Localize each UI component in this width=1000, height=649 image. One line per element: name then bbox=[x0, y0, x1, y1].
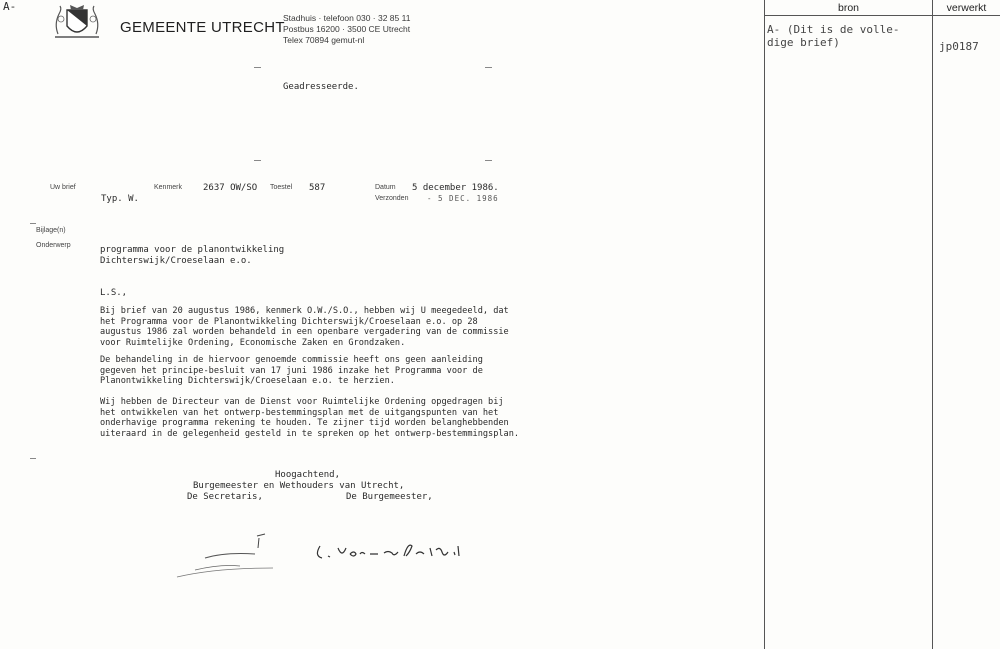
corner-mark: A- bbox=[3, 0, 17, 13]
verwerkt-value: jp0187 bbox=[939, 40, 979, 53]
secretary-title: De Secretaris, bbox=[187, 492, 263, 502]
toestel-label: Toestel bbox=[270, 184, 293, 191]
datum-value: 5 december 1986. bbox=[412, 183, 499, 193]
toestel-value: 587 bbox=[309, 183, 326, 193]
window-mark bbox=[485, 160, 492, 161]
closing-greeting: Hoogachtend, bbox=[275, 470, 341, 480]
body-paragraph: Bij brief van 20 augustus 1986, kenmerk O.W./S.O., hebben wij U meegedeeld, dat het Programma voor de Planontwikkeling Dichterswijk/Croeselaan e.o. op 28 augustus 1986 zal worden behandeld in een openbare vergadering van de commissie voor Ruimtelijke Ordening, Economische Zaken en Grondzaken. bbox=[100, 306, 509, 348]
verwerkt-column-header: verwerkt bbox=[946, 2, 987, 14]
secretary-signature bbox=[165, 530, 280, 585]
mayor-title: De Burgemeester, bbox=[346, 492, 433, 502]
subject-block bbox=[100, 245, 284, 267]
panel-column-divider bbox=[932, 0, 933, 649]
addressee: Geadresseerde. bbox=[283, 82, 359, 92]
window-mark bbox=[254, 160, 261, 161]
body-paragraph: Wij hebben de Directeur van de Dienst voor Ruimtelijke Ordening opgedragen bij het ontwikkelen van het ontwerp-bestemmingsplan met de uitgangspunten van het onderhavige programma rekening te houden. Te zijner tijd worden belanghebbenden uiteraard in de gelegenheid gesteld in te spreken op het ontwerp-bestemmingsplan. bbox=[100, 397, 520, 439]
fold-mark bbox=[30, 223, 36, 224]
mayor-signature bbox=[312, 536, 472, 566]
window-mark bbox=[485, 67, 492, 68]
city-crest-logo bbox=[50, 4, 104, 40]
closing-body: Burgemeester en Wethouders van Utrecht, bbox=[193, 481, 405, 491]
datum-label: Datum bbox=[375, 184, 396, 191]
bijlage-label: Bijlage(n) bbox=[36, 227, 66, 234]
window-mark bbox=[254, 67, 261, 68]
subject-line: programma voor de planontwikkeling bbox=[100, 245, 285, 255]
bron-note: A- (Dit is de volle- dige brief) bbox=[767, 23, 900, 49]
organization-name: GEMEENTE UTRECHT bbox=[120, 19, 285, 36]
uw-brief-label: Uw brief bbox=[50, 184, 76, 191]
bron-column-header: bron bbox=[837, 2, 859, 14]
contact-line: Telex 70894 gemut-nl bbox=[283, 35, 365, 45]
panel-header-rule bbox=[764, 15, 1000, 16]
contact-line: Postbus 16200 · 3500 CE Utrecht bbox=[283, 24, 411, 34]
verzonden-label: Verzonden bbox=[375, 195, 409, 202]
fold-mark bbox=[30, 458, 36, 459]
subject-line: Dichterswijk/Croeselaan e.o. bbox=[100, 256, 252, 266]
typist-initials: Typ. W. bbox=[101, 194, 139, 204]
contact-line: Stadhuis · telefoon 030 · 32 85 11 bbox=[283, 13, 411, 23]
kenmerk-value: 2637 OW/SO bbox=[203, 183, 258, 193]
panel-border-left bbox=[764, 0, 765, 649]
body-paragraph: De behandeling in de hiervoor genoemde commissie heeft ons geen aanleiding gegeven het principe-besluit van 17 juni 1986 inzake het Programma voor de Planontwikkeling Dichterswijk/Croeselaan e.o. te herzien. bbox=[100, 355, 483, 386]
salutation: L.S., bbox=[100, 288, 128, 298]
onderwerp-label: Onderwerp bbox=[36, 242, 71, 249]
kenmerk-label: Kenmerk bbox=[154, 184, 183, 191]
verzonden-stamp: - 5 DEC. 1986 bbox=[427, 194, 499, 203]
contact-block bbox=[283, 13, 410, 46]
